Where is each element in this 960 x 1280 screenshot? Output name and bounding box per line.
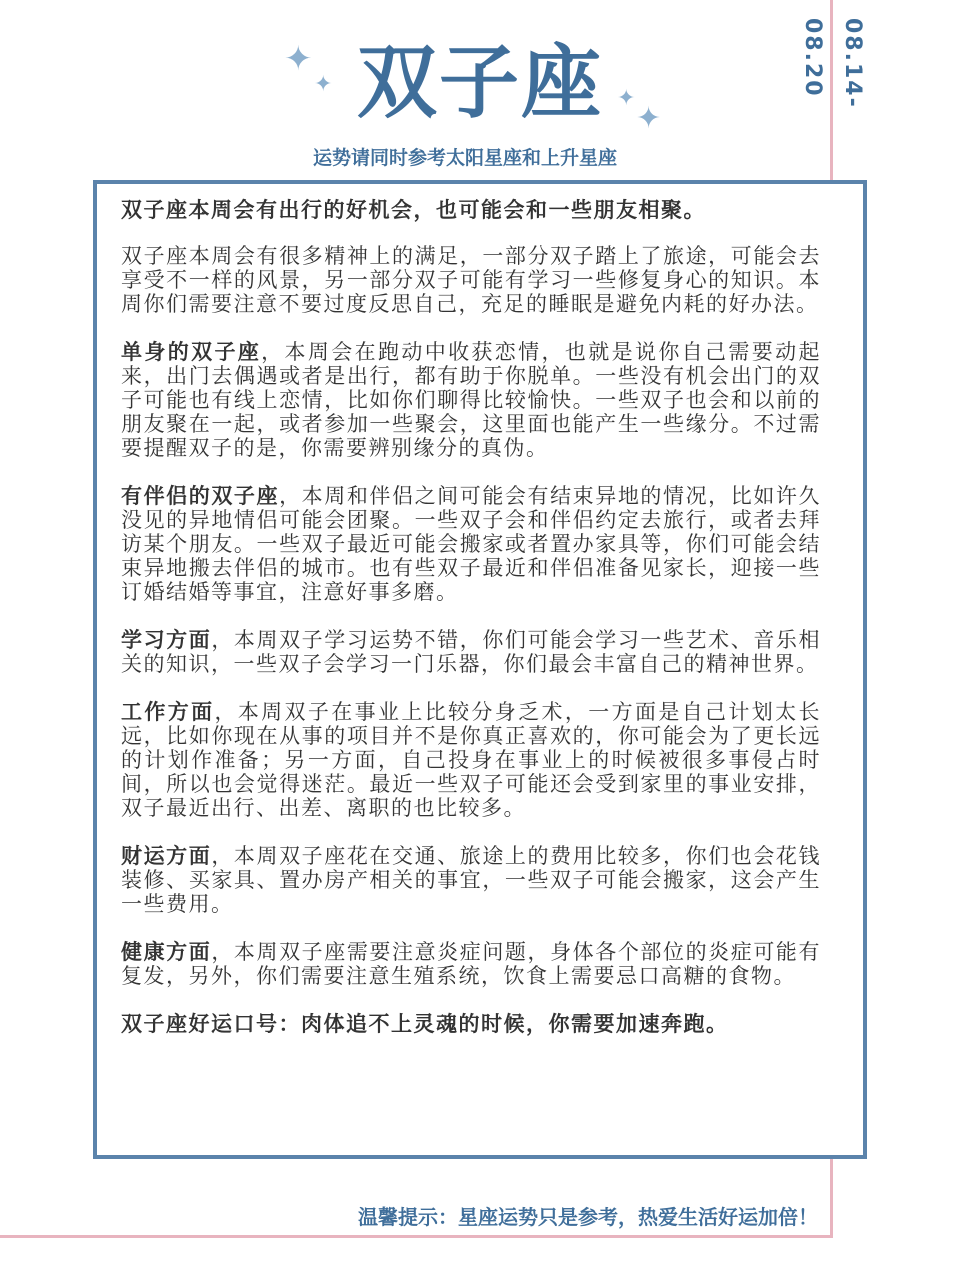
lucky-slogan: 双子座好运口号：肉体追不上灵魂的时候，你需要加速奔跑。	[121, 1012, 729, 1036]
content-box	[93, 180, 867, 1159]
section-partnered	[121, 484, 821, 604]
sparkle-small-icon: ✦	[314, 72, 333, 97]
section-body: ，本周和伴侣之间可能会有结束异地的情况，比如许久没见的异地情侣可能会团聚。一些双子会和伴侣约定去旅行，或者去拜访某个朋友。一些双子最近可能会搬家或者置办家具等，你们可能会结束异地搬去伴侣的城市。也有些双子最近和伴侣准备见家长，迎接一些订婚结婚等事宜，注意好事多磨。	[121, 484, 822, 604]
subtitle: 运势请同时参考太阳星座和上升星座	[312, 147, 617, 169]
section-heading: 单身的双子座	[121, 340, 262, 364]
lead-sentence: 双子座本周会有出行的好机会，也可能会和一些朋友相聚。	[121, 198, 706, 222]
section-single	[121, 340, 821, 460]
section-body: ，本周双子座需要注意炎症问题，身体各个部位的炎症可能有复发，另外，你们需要注意生殖系统，饮食上需要忌口高糖的食物。	[121, 940, 822, 988]
section-body: ，本周双子座花在交通、旅途上的费用比较多，你们也会花钱装修、买家具、置办房产相关的事宜，一些双子可能会搬家，这会产生一些费用。	[121, 844, 822, 916]
sparkle-icon: ✦	[636, 101, 662, 136]
intro-paragraph: 双子座本周会有很多精神上的满足，一部分双子踏上了旅途，可能会去享受不一样的风景，另一部分双子可能有学习一些修复身心的知识。本周你们需要注意不要过度反思自己，充足的睡眠是避免内耗的好办法。	[121, 244, 821, 316]
section-study	[121, 628, 821, 676]
pink-frame-horizontal-line	[0, 1235, 833, 1238]
section-health	[121, 940, 821, 988]
sparkle-small-icon: ✦	[617, 86, 636, 111]
section-body: ，本周双子学习运势不错，你们可能会学习一些艺术、音乐相关的知识，一些双子会学习一门乐器，你们最会丰富自己的精神世界。	[121, 628, 822, 676]
section-heading: 工作方面	[121, 700, 215, 724]
page-title: 双子座	[357, 36, 603, 129]
section-heading: 有伴侣的双子座	[121, 484, 280, 508]
footer-tip: 温馨提示：星座运势只是参考，热爱生活好运加倍！	[358, 1205, 818, 1229]
date-range: 08.14-08.20	[800, 18, 865, 109]
sparkle-icon: ✦	[284, 39, 313, 79]
section-body: ，本周会在跑动中收获恋情，也就是说你自己需要动起来，出门去偶遇或者是出行，都有助于你脱单。一些没有机会出门的双子可能也有线上恋情，比如你们聊得比较愉快。一些双子也会和以前的朋友聚在一起，或者参加一些聚会，这里面也能产生一些缘分。不过需要提醒双子的是，你需要辨别缘分的真伪。	[121, 340, 821, 460]
section-wealth	[121, 844, 821, 916]
horoscope-text	[121, 198, 821, 1036]
section-heading: 学习方面	[121, 628, 212, 652]
section-body: ，本周双子在事业上比较分身乏术，一方面是自己计划太长远，比如你现在从事的项目并不是你真正喜欢的，你可能会为了更长远的计划作准备；另一方面，自己投身在事业上的时候被很多事侵占时间，所以也会觉得迷茫。最近一些双子可能还会受到家里的事业安排，双子最近出行、出差、离职的也比较多。	[121, 700, 822, 820]
section-heading: 健康方面	[121, 940, 212, 964]
section-work	[121, 700, 821, 820]
section-heading: 财运方面	[121, 844, 212, 868]
